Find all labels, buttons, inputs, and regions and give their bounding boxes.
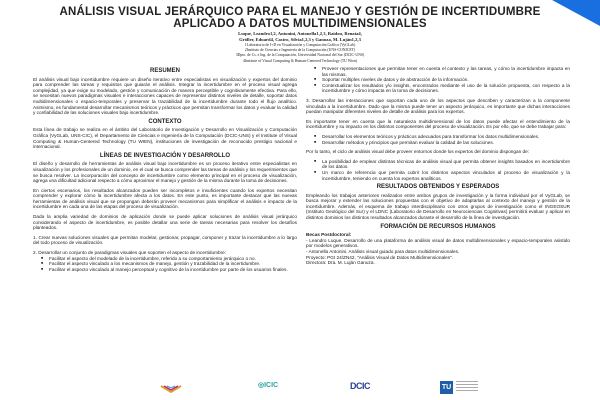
resumen-text: El análisis visual bajo incertidumbre requiere un diseño iterativo entre especialistas en visualización y expertos del dominio para comprender las tareas y requisitos que guiarán el análisis. Integrar la incertidumbre en el proceso visual agrega complejidad, ya que exige su modelado, gestión y comunicación de manera perceptible y cognitivamente efectiva. Para ello, se necesitan nuevos paradigmas visuales e interacciones capaces de representar distintos niveles de detalle, soportar datos multidimensionales o espacio-temporales y preservar la trazabilidad de la incertidumbre durante todo el flujo analítico. Asimismo, es fundamental desarrollar mecanismos teóricos y prácticos que permitan transformar los datos y evaluar la calidad y confiabilidad de las soluciones visuales bajo incertidumbre. [33, 76, 297, 116]
paragraph: Es importante tener en cuenta que la naturaleza multidimensional de los datos puede afectar el entendimiento de la incertidumbre y su impacto en los distintos componentes del proceso de visualización. Es por ello, que se debe trabajar para: [306, 118, 570, 130]
tu-wien-logo [440, 381, 478, 395]
paragraph: Por lo tanto, el ciclo de análisis visual debe proveer entornos donde los expertos del dominio dispongan de: [306, 149, 530, 155]
list-item: ■ La posibilidad de emplear distintas técnicas de análisis visual que permita obtener insights basados en incertidumbre de los datos. [314, 159, 570, 170]
vyglab-logo [160, 381, 182, 395]
bullet-list [314, 134, 570, 145]
right-column [306, 66, 570, 266]
tu-logo-text-lines [456, 381, 478, 391]
paragraph: 3. Desarrollar las interacciones que soportan cada uno de los aspectos que describen y caracterizan a la componente vinculada a la incertidumbre. Dado que la misma puede tener un aspecto jerárquico, es importante que dichas interacciones puedan manipular diferentes niveles de detalle de análisis para los expertos. [306, 97, 570, 115]
becas-line: - Leandro Luque. Desarrollo de una plataforma de análisis visual de datos multidimensionales y espacio-temporales asistido por modelos generativos. [306, 237, 570, 249]
paragraph: 2. Desarrollar un conjunto de paradigmas visuales que soporten el aspecto de incertidumbre: [33, 250, 227, 256]
section-heading-lineas: LÍNEAS DE INVESTIGACIÓN Y DESARROLLO [99, 152, 231, 159]
authors-line: Luque, Leandro1,2, Antonini, Antonella1,2,3, Raidou, Renata4, [238, 31, 362, 36]
list-item: ■ Proveer representaciones que permitan tener en cuenta el contexto y las tareas, y cómo la incertidumbre impacta en las mismas. [314, 66, 570, 77]
paragraph: Empleando los trabajos anteriores realizados entre ambos grupos de investigación y la forma individual por el VyGLab, se busca mejorar y extender las soluciones propuestas con el objetivo de adaptarlas al contexto del manejo y gestión de la incertidumbre. Además, el esquema de trabajo interdisciplinario con otros grupos de investigación como el INGEOSUR (Instituto Geológico del Sur) y el LDNC (Laboratorio de Desarrollo en Neurociencias Cognitivas) permitirá evaluar y aplicar en distintos dominios los distintos resultados alcanzados durante el desarrollo de la línea de investigación. [306, 192, 570, 221]
list-item: ■ Desarrollar métodos y principios que permitan evaluar la calidad de las soluciones. [314, 140, 570, 146]
becas-line: Directora: Dra. M. Luján Ganuza. [306, 260, 375, 266]
paragraph: Dada la amplia variedad de dominios de aplicación donde se puede aplicar soluciones de análisis visual jerárquico considerando el aspecto de incertidumbre, es posible detallar una serie de tareas necesarias para resolver los desafíos planteados. [33, 214, 297, 231]
list-item: ■ Un marco de referencia que permita cubrir los distintos aspectos vinculados al proceso de visualización y la incertidumbre, teniendo en cuenta los expertos analíticos. [314, 170, 570, 181]
dcic-logo: DCIC [350, 381, 370, 391]
list-item: ■ Desarrollar los elementos teóricos y prácticos adecuados para transformar los datos multidimensionales. [314, 134, 570, 140]
list-item: ■ Facilitar el aspecto vinculado al manejo perceptual y cognitivo de la incertidumbre por parte de los usuarios finales. [41, 267, 297, 273]
affiliation: 4Institute of Visual Computing & Human-Centered Technology (TU Wien) [242, 58, 358, 63]
affiliation: 2Instituto de Ciencias e Ingeniería de la Computación (UNS-CONICET) [244, 48, 356, 53]
list-item: ■ Facilitar el aspecto vinculado a los mecanismos de manejo, gestión y trazabilidad de la incertidumbre. [41, 261, 297, 267]
becas-line: - Antonella Antonini. Análisis visual guiado para datos multidimensionales. [306, 249, 460, 255]
section-heading-formacion: FORMACIÓN DE RECURSOS HUMANOS [380, 223, 496, 230]
poster-title: ANÁLISIS VISUAL JERÁRQUICO PARA EL MANEJO Y GESTIÓN DE INCERTIDUMBRE APLICADO A DATOS MULTIDIMENSIONALES [59, 6, 541, 30]
bullet-list [41, 256, 297, 273]
affiliation: 3Dpto. de Cs. e Ing. de la Computación, Universidad Nacional del Sur (DCIC-UNS) [235, 53, 365, 58]
left-column [33, 66, 297, 276]
list-item: ■ Contextualizar los resultados y/o insights, encontrados mediante el uso de la solución propuesta, con respecto a la incertidumbre y cómo impacta en la toma de decisiones. [314, 83, 570, 94]
becas-heading: Becas Postdoctoral: [306, 232, 352, 238]
paragraph: En ciertos escenarios, los resultados alcanzados pueden ser incompletos e insuficientes cuando los expertos necesitan comprender y explorar cómo la incertidumbre afecta a los datos. En este punto, es importante destacar que las nuevas herramientas de análisis visual que se propongan deberán proveer mecanismos para simplificar el análisis e impacto de la incertidumbre en cada una de las etapas del proceso de visualización. [33, 187, 297, 210]
authors [100, 31, 500, 64]
bullet-list [314, 159, 570, 181]
tu-logo-mark: TU [440, 381, 453, 394]
list-item: ■ Soportar múltiples niveles de datos y de abstracción de la información. [314, 77, 570, 83]
becas-line: Proyecto: PGI 24/ZN42, "Análisis Visual de Datos Multidimensionales". [306, 254, 454, 260]
paragraph: El diseño y desarrollo de herramientas de análisis visual bajo incertidumbre es un proceso iterativo entre especialistas en visualización y los profesionales de un dominio, en el cual se busca comprender las tareas de análisis y los requerimientos que se busca resolver. La incorporación del concepto de incertidumbre como elemento principal en el proceso de visualización, agrega una dificultad adicional respecto a cómo aproximar el manejo y gestión de la misma durante la toma de decisiones. [33, 161, 297, 184]
bullet-list [314, 66, 570, 94]
section-heading-contexto: CONTEXTO [148, 118, 182, 125]
section-heading-resumen: RESUMEN [149, 68, 180, 74]
contexto-text: Esta línea de trabajo se realiza en el ámbito del Laboratorio de Investigación y Desarrollo en Visualización y Computación Gráfica (VyGLab, UNS-CIC), el Departamento de Ciencias e Ingeniería de la Computación (DCIC-UNS) y el Institute of Visual Computing & Human-Centered Technology (TU WIEN), instituciones de investigación de reconocido prestigio nacional e internacional. [33, 127, 297, 150]
section-heading-resultados: RESULTADOS OBTENIDOS Y ESPERADOS [376, 184, 500, 191]
affiliation: 1Laboratorio de I+D en Visualización y Computación Gráfica (VyGLab) [244, 43, 356, 47]
icic-logo: ◎ICIC [258, 382, 279, 389]
authors-line: Gröller, Eduard4, Castro, Silvia1,2,3 y Ganuza, M. Luján1,2,3 [239, 37, 361, 42]
list-item: ■ Facilitar el aspecto del modelado de la incertidumbre, referido a su comportamiento jerárquico o no. [41, 256, 297, 262]
paragraph: 1. Crear nuevas soluciones visuales que permitan modelar, gestionar, propagar, componer y trazar la incertidumbre a lo largo del todo proceso de visualización. [33, 234, 297, 246]
